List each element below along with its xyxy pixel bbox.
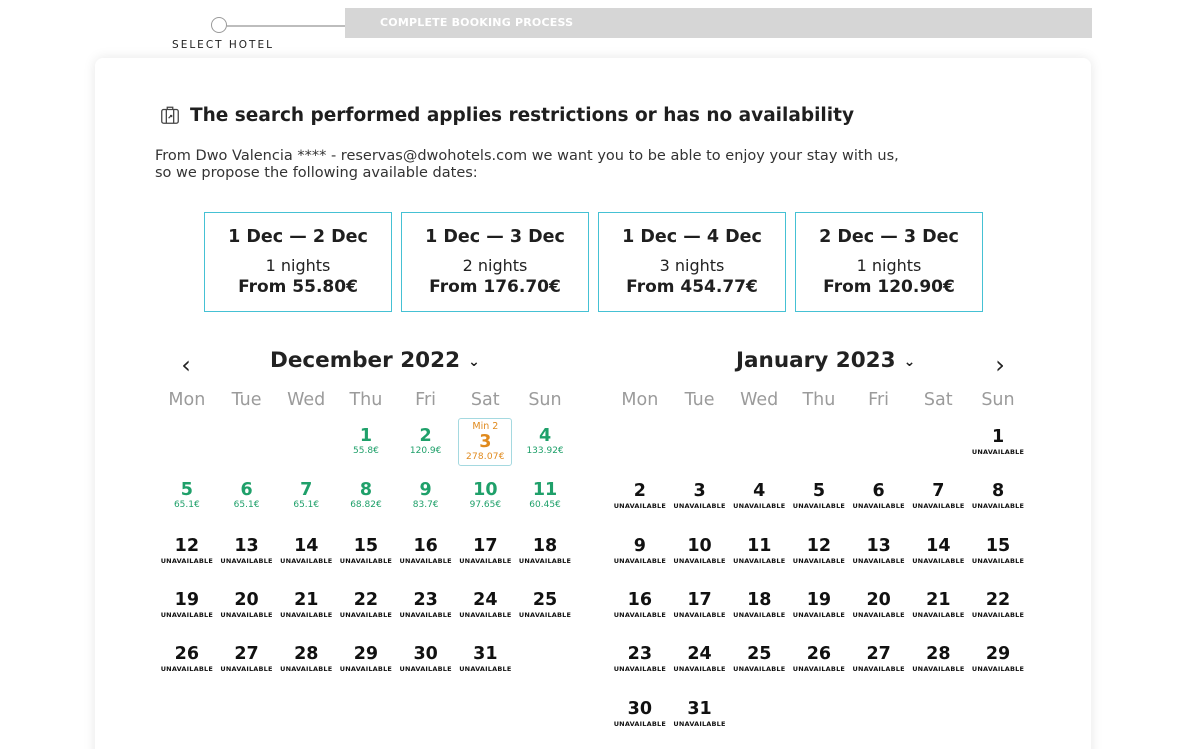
- option-range: 1 Dec — 4 Dec: [622, 227, 762, 247]
- unavailable-label: UNAVAILABLE: [792, 502, 846, 511]
- day-number: 18: [532, 535, 558, 556]
- unavailable-label: UNAVAILABLE: [792, 610, 846, 619]
- unavailable-label: UNAVAILABLE: [852, 556, 905, 565]
- weekday-label: Tue: [684, 390, 715, 410]
- unavailable-label: UNAVAILABLE: [459, 665, 512, 674]
- calendar-day[interactable]: [339, 472, 393, 520]
- calendar-day[interactable]: [220, 472, 274, 520]
- day-number: 5: [812, 481, 826, 502]
- unavailable-label: UNAVAILABLE: [971, 448, 1025, 456]
- weekday-label: Sat: [470, 390, 500, 410]
- day-number: 22: [985, 589, 1011, 610]
- day-price: 83.7€: [412, 500, 439, 511]
- weekday-label: Sun: [528, 390, 562, 410]
- day-number: 25: [532, 589, 558, 610]
- day-number: 11: [532, 480, 558, 501]
- month-title: January 2023: [736, 348, 896, 373]
- calendar-day: [279, 635, 333, 683]
- day-number: 12: [174, 535, 200, 556]
- option-range: 2 Dec — 3 Dec: [819, 227, 959, 247]
- unavailable-label: UNAVAILABLE: [852, 502, 905, 511]
- weekday-label: Wed: [287, 390, 326, 410]
- unavailable-label: UNAVAILABLE: [160, 610, 213, 619]
- day-number: 29: [353, 644, 379, 665]
- option-nights: 1 nights: [265, 256, 331, 275]
- calendar-day: [399, 635, 453, 683]
- date-option[interactable]: [401, 212, 589, 312]
- chevron-left-icon[interactable]: ‹: [181, 351, 191, 379]
- calendar-day: [220, 581, 274, 629]
- day-number: 8: [359, 480, 373, 501]
- day-number: 1: [359, 426, 373, 446]
- calendar-day[interactable]: [160, 472, 214, 520]
- unavailable-label: UNAVAILABLE: [792, 665, 846, 674]
- weekday-label: Mon: [168, 390, 206, 410]
- day-number: 1: [991, 427, 1005, 447]
- calendar-day: [279, 527, 333, 575]
- unavailable-label: UNAVAILABLE: [613, 665, 666, 674]
- weekday-label: Sat: [923, 390, 953, 410]
- calendar-day[interactable]: [399, 472, 453, 520]
- calendar-day: [852, 527, 906, 575]
- calendar-day: [732, 635, 786, 683]
- calendar-day[interactable]: [518, 418, 572, 466]
- weekday-label: Thu: [349, 390, 383, 410]
- calendar-day[interactable]: [279, 472, 333, 520]
- chevron-right-icon[interactable]: ›: [995, 351, 1005, 379]
- calendar-day: [911, 635, 965, 683]
- unavailable-label: UNAVAILABLE: [852, 665, 905, 674]
- unavailable-label: UNAVAILABLE: [399, 665, 452, 674]
- day-number: 29: [985, 644, 1011, 665]
- day-price: 278.07€: [466, 452, 505, 462]
- calendar-day: [160, 581, 214, 629]
- unavailable-label: UNAVAILABLE: [852, 610, 905, 619]
- complete-booking-bar: [345, 8, 1092, 38]
- weekday-label: Tue: [231, 390, 262, 410]
- calendar-day: [458, 635, 512, 683]
- calendar-day: [673, 581, 727, 629]
- option-range: 1 Dec — 2 Dec: [228, 227, 368, 247]
- day-number: 31: [473, 644, 498, 665]
- luggage-icon: [159, 104, 181, 126]
- weekday-label: Fri: [415, 390, 437, 410]
- calendar-day: [911, 472, 965, 520]
- unavailable-label: UNAVAILABLE: [733, 556, 786, 565]
- unavailable-label: UNAVAILABLE: [673, 665, 726, 674]
- unavailable-label: UNAVAILABLE: [339, 610, 393, 619]
- day-number: 17: [687, 589, 712, 610]
- unavailable-label: UNAVAILABLE: [518, 556, 572, 565]
- chevron-down-icon: ⌄: [903, 353, 916, 370]
- day-number: 8: [991, 481, 1005, 502]
- availability-card: [95, 58, 1091, 749]
- calendar-day: [971, 418, 1025, 466]
- day-number: 20: [234, 589, 259, 610]
- option-range: 1 Dec — 3 Dec: [425, 227, 565, 247]
- day-number: 19: [174, 589, 200, 610]
- calendar-day: [613, 690, 667, 738]
- min-stay-label: Min 2: [472, 421, 499, 432]
- calendar-day: [613, 581, 667, 629]
- calendar-day: [220, 635, 274, 683]
- unavailable-label: UNAVAILABLE: [673, 719, 726, 728]
- option-price: From 120.90€: [823, 277, 955, 297]
- day-number: 9: [419, 480, 432, 501]
- day-number: 3: [693, 481, 706, 502]
- unavailable-label: UNAVAILABLE: [399, 610, 452, 619]
- calendar-day: [518, 581, 572, 629]
- day-number: 5: [180, 480, 193, 501]
- date-option[interactable]: [795, 212, 983, 312]
- weekday-label: Mon: [621, 390, 659, 410]
- day-number: 14: [294, 535, 319, 556]
- calendar-day: [160, 527, 214, 575]
- calendar-day[interactable]: [518, 472, 572, 520]
- unavailable-label: UNAVAILABLE: [912, 610, 965, 619]
- calendar-day: [732, 527, 786, 575]
- day-number: 12: [806, 535, 832, 556]
- day-number: 27: [234, 644, 259, 665]
- unavailable-label: UNAVAILABLE: [220, 556, 273, 565]
- calendar-day: [852, 472, 906, 520]
- day-price: 65.1€: [293, 500, 320, 511]
- day-number: 4: [538, 426, 552, 446]
- calendar-day: [613, 472, 667, 520]
- day-number: 21: [926, 589, 951, 610]
- unavailable-label: UNAVAILABLE: [220, 665, 273, 674]
- suggested-dates: [204, 212, 983, 312]
- calendar-day: [673, 472, 727, 520]
- unavailable-label: UNAVAILABLE: [280, 665, 333, 674]
- day-price: 68.82€: [350, 500, 382, 511]
- unavailable-label: UNAVAILABLE: [613, 556, 666, 565]
- unavailable-label: UNAVAILABLE: [613, 502, 666, 511]
- calendar-day: [339, 635, 393, 683]
- calendar-day: [458, 527, 512, 575]
- day-number: 6: [240, 480, 253, 501]
- day-number: 28: [294, 644, 319, 665]
- day-price: 97.65€: [469, 500, 502, 511]
- calendar-day: [279, 581, 333, 629]
- step-indicator-circle: [211, 17, 227, 33]
- unavailable-label: UNAVAILABLE: [160, 556, 213, 565]
- day-number: 17: [473, 535, 498, 556]
- unavailable-label: UNAVAILABLE: [673, 556, 726, 565]
- day-number: 27: [866, 644, 891, 665]
- option-price: From 176.70€: [429, 277, 561, 297]
- day-number: 26: [806, 644, 832, 665]
- day-number: 13: [234, 535, 259, 556]
- chevron-down-icon: ⌄: [468, 353, 480, 370]
- unavailable-label: UNAVAILABLE: [733, 502, 786, 511]
- calendar-day: [613, 527, 667, 575]
- calendar-day: [971, 635, 1025, 683]
- day-number: 24: [473, 589, 498, 610]
- unavailable-label: UNAVAILABLE: [459, 556, 512, 565]
- day-number: 23: [413, 589, 438, 610]
- unavailable-label: UNAVAILABLE: [160, 665, 213, 674]
- day-number: 16: [413, 535, 438, 556]
- date-option[interactable]: [204, 212, 392, 312]
- calendar-day[interactable]: [399, 418, 453, 466]
- calendar-day: [339, 581, 393, 629]
- unavailable-label: UNAVAILABLE: [912, 502, 965, 511]
- calendar-day: [971, 527, 1025, 575]
- unavailable-label: UNAVAILABLE: [399, 556, 452, 565]
- unavailable-label: UNAVAILABLE: [459, 610, 512, 619]
- unavailable-label: UNAVAILABLE: [613, 610, 666, 619]
- day-number: 20: [866, 589, 891, 610]
- calendar-day: [732, 472, 786, 520]
- day-number: 22: [353, 589, 379, 610]
- calendar-day: [673, 635, 727, 683]
- calendar-day: [852, 635, 906, 683]
- day-number: 16: [627, 589, 653, 610]
- day-number: 18: [747, 589, 772, 610]
- calendar-day: [399, 527, 453, 575]
- day-number: 7: [932, 481, 945, 502]
- unavailable-label: UNAVAILABLE: [912, 556, 965, 565]
- day-number: 4: [753, 481, 766, 502]
- weekday-label: Wed: [740, 390, 779, 410]
- calendar-day: [911, 581, 965, 629]
- day-number: 21: [294, 589, 319, 610]
- unavailable-label: UNAVAILABLE: [971, 502, 1025, 511]
- month-title: December 2022: [270, 348, 461, 373]
- weekday-label: Fri: [868, 390, 890, 410]
- day-number: 2: [419, 426, 432, 446]
- day-number: 3: [479, 432, 492, 452]
- day-number: 15: [985, 535, 1011, 556]
- date-option[interactable]: [598, 212, 786, 312]
- day-number: 2: [633, 481, 646, 502]
- calendar-day[interactable]: [339, 418, 393, 466]
- weekday-header-january: [610, 390, 1028, 410]
- unavailable-label: UNAVAILABLE: [518, 610, 572, 619]
- day-price: 120.9€: [409, 446, 442, 456]
- day-number: 14: [926, 535, 951, 556]
- complete-booking-label: COMPLETE BOOKING PROCESS: [380, 16, 574, 29]
- step-label-select-hotel: SELECT HOTEL: [172, 39, 274, 51]
- calendar-day: [792, 635, 846, 683]
- weekday-label: Sun: [981, 390, 1015, 410]
- day-number: 24: [687, 644, 712, 665]
- month-selector-december[interactable]: [270, 348, 480, 373]
- calendar-day: [458, 581, 512, 629]
- option-nights: 2 nights: [462, 256, 528, 275]
- notice-title: The search performed applies restrictions or has no availability: [190, 104, 855, 126]
- day-price: 55.8€: [353, 446, 379, 456]
- calendar-day: [971, 581, 1025, 629]
- unavailable-label: UNAVAILABLE: [912, 665, 965, 674]
- restriction-notice: [159, 104, 854, 126]
- day-number: 25: [747, 644, 772, 665]
- unavailable-label: UNAVAILABLE: [613, 719, 666, 728]
- day-number: 30: [627, 698, 653, 719]
- option-price: From 454.77€: [626, 277, 758, 297]
- day-number: 9: [633, 535, 646, 556]
- day-number: 23: [627, 644, 653, 665]
- day-number: 10: [473, 480, 498, 501]
- calendar-day: [911, 527, 965, 575]
- calendar-day: [220, 527, 274, 575]
- calendar-day: [399, 581, 453, 629]
- unavailable-label: UNAVAILABLE: [280, 556, 333, 565]
- calendar-day[interactable]: [458, 472, 512, 520]
- unavailable-label: UNAVAILABLE: [673, 502, 726, 511]
- day-number: 10: [687, 535, 712, 556]
- day-number: 6: [872, 481, 885, 502]
- day-number: 13: [866, 535, 891, 556]
- calendar-day: [971, 472, 1025, 520]
- day-number: 31: [687, 698, 712, 719]
- unavailable-label: UNAVAILABLE: [733, 665, 786, 674]
- calendar-day: [160, 635, 214, 683]
- month-selector-january[interactable]: [736, 348, 915, 373]
- day-price: 65.1€: [233, 500, 260, 511]
- calendar-day: [339, 527, 393, 575]
- calendar-day: [852, 581, 906, 629]
- day-price: 133.92€: [526, 446, 564, 456]
- unavailable-label: UNAVAILABLE: [971, 665, 1025, 674]
- calendar-day: [792, 581, 846, 629]
- unavailable-label: UNAVAILABLE: [280, 610, 333, 619]
- unavailable-label: UNAVAILABLE: [220, 610, 273, 619]
- step-connector-line: [227, 25, 345, 27]
- calendar-day: [613, 635, 667, 683]
- unavailable-label: UNAVAILABLE: [971, 556, 1025, 565]
- day-number: 15: [353, 535, 379, 556]
- calendar-day: [732, 581, 786, 629]
- day-number: 26: [174, 644, 200, 665]
- unavailable-label: UNAVAILABLE: [339, 665, 393, 674]
- day-number: 30: [413, 644, 438, 665]
- day-price: 60.45€: [529, 500, 561, 511]
- unavailable-label: UNAVAILABLE: [971, 610, 1025, 619]
- calendar-day: [673, 690, 727, 738]
- calendar-day: [792, 527, 846, 575]
- day-number: 11: [747, 535, 772, 556]
- option-nights: 3 nights: [659, 256, 725, 275]
- calendar-day: [673, 527, 727, 575]
- day-number: 7: [300, 480, 313, 501]
- day-number: 28: [926, 644, 951, 665]
- unavailable-label: UNAVAILABLE: [733, 610, 786, 619]
- option-nights: 1 nights: [856, 256, 922, 275]
- unavailable-label: UNAVAILABLE: [792, 556, 846, 565]
- unavailable-label: UNAVAILABLE: [339, 556, 393, 565]
- day-number: 19: [806, 589, 832, 610]
- day-price: 65.1€: [173, 500, 200, 511]
- weekday-label: Thu: [802, 390, 836, 410]
- booking-progress: [0, 0, 1197, 56]
- calendar-day: [518, 527, 572, 575]
- calendar-day: [792, 472, 846, 520]
- option-price: From 55.80€: [238, 277, 358, 297]
- calendar-day[interactable]: [458, 418, 512, 466]
- weekday-header-december: [157, 390, 575, 410]
- intro-text: From Dwo Valencia **** - reservas@dwohotels.com we want you to be able to enjoy your stay with us, so we propose the following available dates:: [155, 148, 899, 181]
- unavailable-label: UNAVAILABLE: [673, 610, 726, 619]
